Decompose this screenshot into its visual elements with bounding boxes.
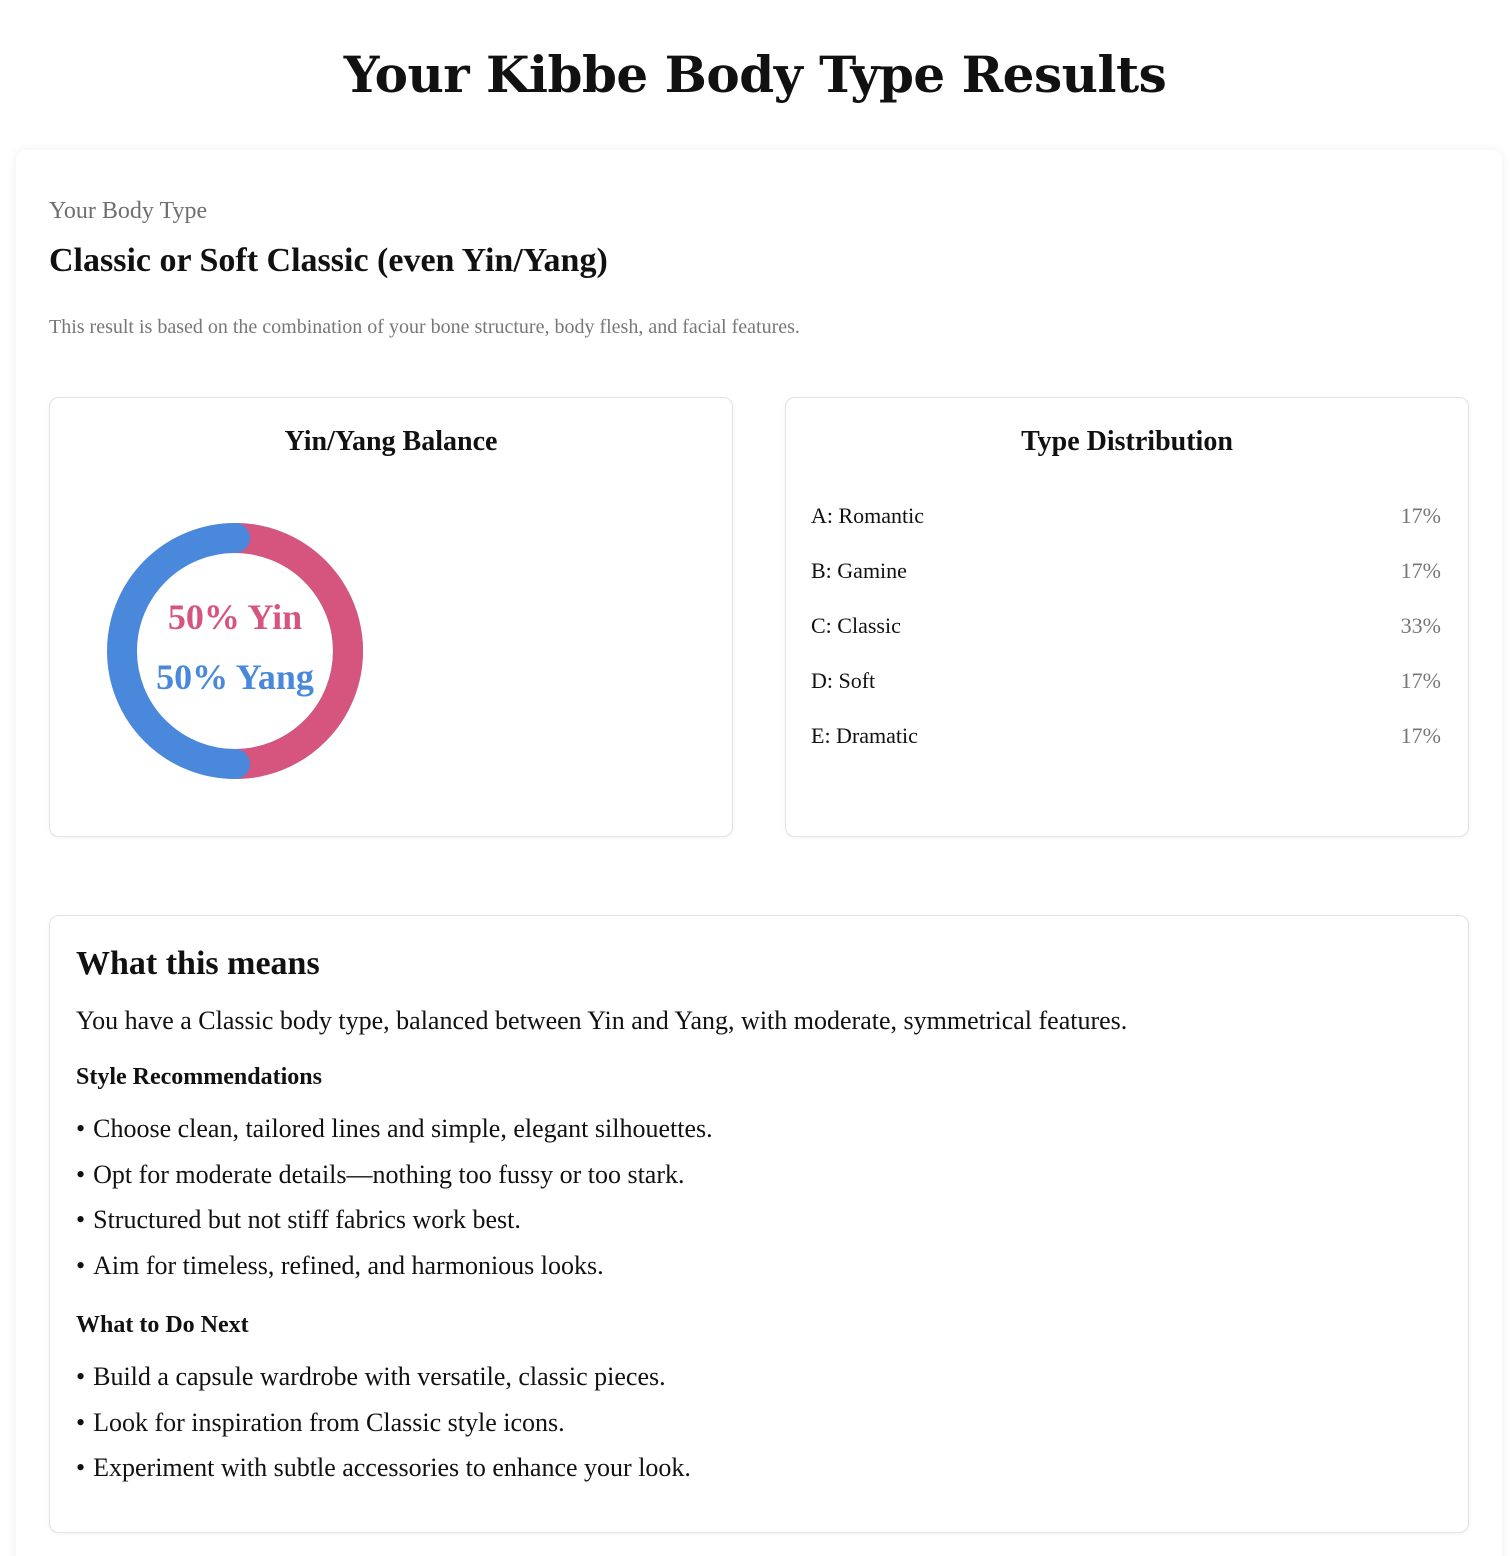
next-steps-heading: What to Do Next bbox=[76, 1312, 249, 1338]
type-distribution-panel bbox=[785, 397, 1469, 837]
type-distribution-list bbox=[811, 488, 1441, 763]
result-basis-text: This result is based on the combination of your bone structure, body flesh, and facial features. bbox=[49, 316, 800, 338]
distribution-row bbox=[811, 488, 1441, 543]
distribution-row bbox=[811, 708, 1441, 763]
page-title: Your Kibbe Body Type Results bbox=[343, 45, 1167, 104]
yin-yang-title: Yin/Yang Balance bbox=[284, 426, 498, 457]
distribution-value: 17% bbox=[1400, 502, 1441, 528]
distribution-label: A: Romantic bbox=[811, 502, 925, 528]
list-item: • Build a capsule wardrobe with versatile, classic pieces. bbox=[76, 1354, 1442, 1400]
next-steps-list bbox=[76, 1354, 1442, 1491]
yang-arc-cap-bottom bbox=[220, 749, 250, 779]
list-item: • Look for inspiration from Classic style icons. bbox=[76, 1400, 1442, 1446]
meaning-title: What this means bbox=[76, 945, 320, 982]
distribution-row bbox=[811, 598, 1441, 653]
yin-percent-label: 50% Yin bbox=[167, 597, 303, 637]
distribution-label: C: Classic bbox=[811, 612, 901, 638]
list-item: • Experiment with subtle accessories to enhance your look. bbox=[76, 1445, 1442, 1491]
list-item: • Structured but not stiff fabrics work best. bbox=[76, 1197, 1442, 1243]
distribution-value: 17% bbox=[1400, 722, 1441, 748]
distribution-row bbox=[811, 653, 1441, 708]
result-card bbox=[16, 150, 1502, 1556]
body-type-eyebrow: Your Body Type bbox=[49, 198, 208, 224]
distribution-label: D: Soft bbox=[811, 667, 876, 693]
list-item: • Choose clean, tailored lines and simple, elegant silhouettes. bbox=[76, 1106, 1442, 1152]
distribution-value: 17% bbox=[1400, 557, 1441, 583]
yang-percent-label: 50% Yang bbox=[156, 657, 314, 697]
style-recommendations-list bbox=[76, 1106, 1442, 1288]
type-distribution-title: Type Distribution bbox=[1021, 426, 1233, 457]
distribution-value: 17% bbox=[1400, 667, 1441, 693]
distribution-value: 33% bbox=[1400, 612, 1441, 638]
list-item: • Aim for timeless, refined, and harmonious looks. bbox=[76, 1243, 1442, 1289]
meaning-summary: You have a Classic body type, balanced between Yin and Yang, with moderate, symmetrical features. bbox=[76, 1006, 1128, 1035]
distribution-label: E: Dramatic bbox=[811, 722, 918, 748]
yang-arc-cap-top bbox=[220, 523, 250, 553]
what-this-means-section bbox=[49, 915, 1469, 1533]
body-type-name: Classic or Soft Classic (even Yin/Yang) bbox=[49, 242, 608, 279]
list-item: • Opt for moderate details—nothing too fussy or too stark. bbox=[76, 1152, 1442, 1198]
style-recommendations-heading: Style Recommendations bbox=[76, 1064, 322, 1090]
distribution-row bbox=[811, 543, 1441, 598]
distribution-label: B: Gamine bbox=[811, 557, 907, 583]
yin-yang-donut bbox=[106, 522, 364, 780]
yin-yang-panel bbox=[49, 397, 733, 837]
